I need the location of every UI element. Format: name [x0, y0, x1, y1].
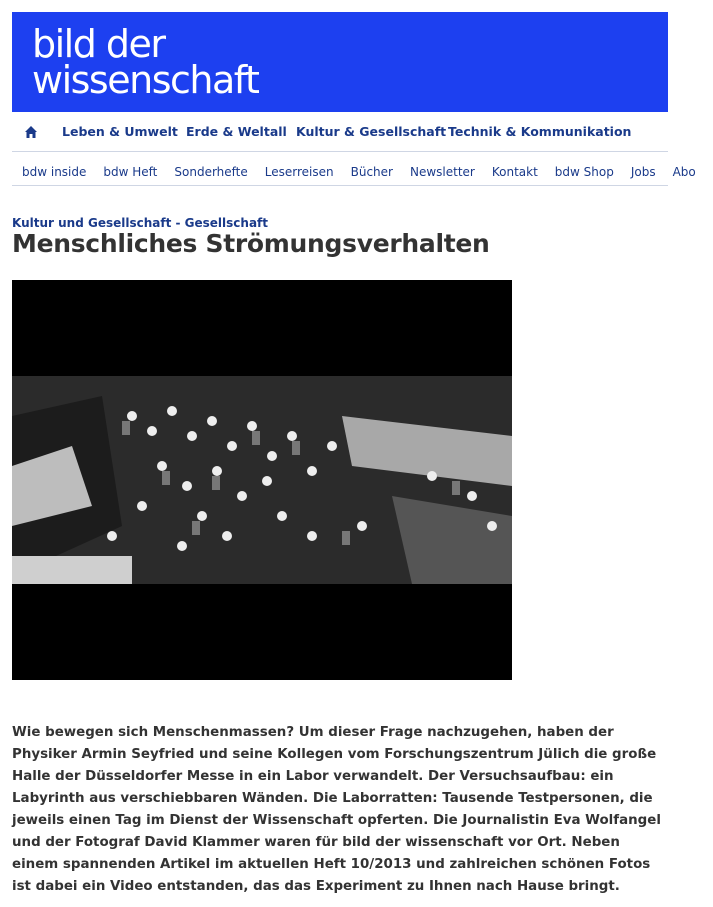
- video-player[interactable]: [12, 280, 512, 680]
- subnav-kontakt[interactable]: Kontakt: [491, 165, 538, 179]
- subnav-bdw-inside[interactable]: bdw inside: [22, 165, 87, 179]
- site-logo[interactable]: [32, 22, 259, 102]
- secondary-navigation: [12, 151, 696, 186]
- subnav-buecher[interactable]: Bücher: [350, 165, 393, 179]
- subnav-bdw-shop[interactable]: bdw Shop: [554, 165, 614, 179]
- main-navigation: [12, 113, 668, 152]
- masthead: [12, 12, 668, 112]
- subnav-sonderhefte[interactable]: Sonderhefte: [174, 165, 248, 179]
- nav-kultur-gesellschaft[interactable]: Kultur & Gesellschaft: [296, 124, 447, 139]
- video-frame-crowd: [12, 376, 512, 584]
- subnav-abo[interactable]: Abo: [672, 165, 696, 179]
- subnav-jobs[interactable]: Jobs: [630, 165, 656, 179]
- subnav-bdw-heft[interactable]: bdw Heft: [103, 165, 158, 179]
- nav-leben-umwelt[interactable]: Leben & Umwelt: [62, 124, 178, 139]
- article-title: Menschliches Strömungsverhalten: [12, 229, 490, 258]
- logo-line-1: bild der: [32, 22, 165, 66]
- home-icon[interactable]: [24, 125, 38, 139]
- subnav-newsletter[interactable]: Newsletter: [409, 165, 475, 179]
- logo-line-2: wissenschaft: [32, 58, 259, 102]
- article-kicker[interactable]: Kultur und Gesellschaft - Gesellschaft: [12, 216, 269, 230]
- article-body: Wie bewegen sich Menschenmassen? Um dieser Frage nachzugehen, haben der Physiker Armin Seyfried und seine Kollegen vom Forschungszentrum Jülich die große Halle der Düsseldorfer Messe in ein Labor verwandelt. Der Versuchsaufbau: ein Labyrinth aus verschiebbaren Wänden. Die Laborratten: Tausende Testpersonen, die jeweils einen Tag im Dienst der Wissenschaft opferten. Die Journalistin Eva Wolfangel und der Fotograf David Klammer waren für bild der wissenschaft vor Ort. Neben einem spannenden Artikel im aktuellen Heft 10/2013 und zahlreichen schönen Fotos ist dabei ein Video entstanden, das das Experiment zu Ihnen nach Hause bringt.: [12, 725, 661, 894]
- subnav-leserreisen[interactable]: Leserreisen: [264, 165, 334, 179]
- nav-erde-weltall[interactable]: Erde & Weltall: [186, 124, 287, 139]
- nav-technik-kommunikation[interactable]: Technik & Kommunikation: [448, 124, 632, 139]
